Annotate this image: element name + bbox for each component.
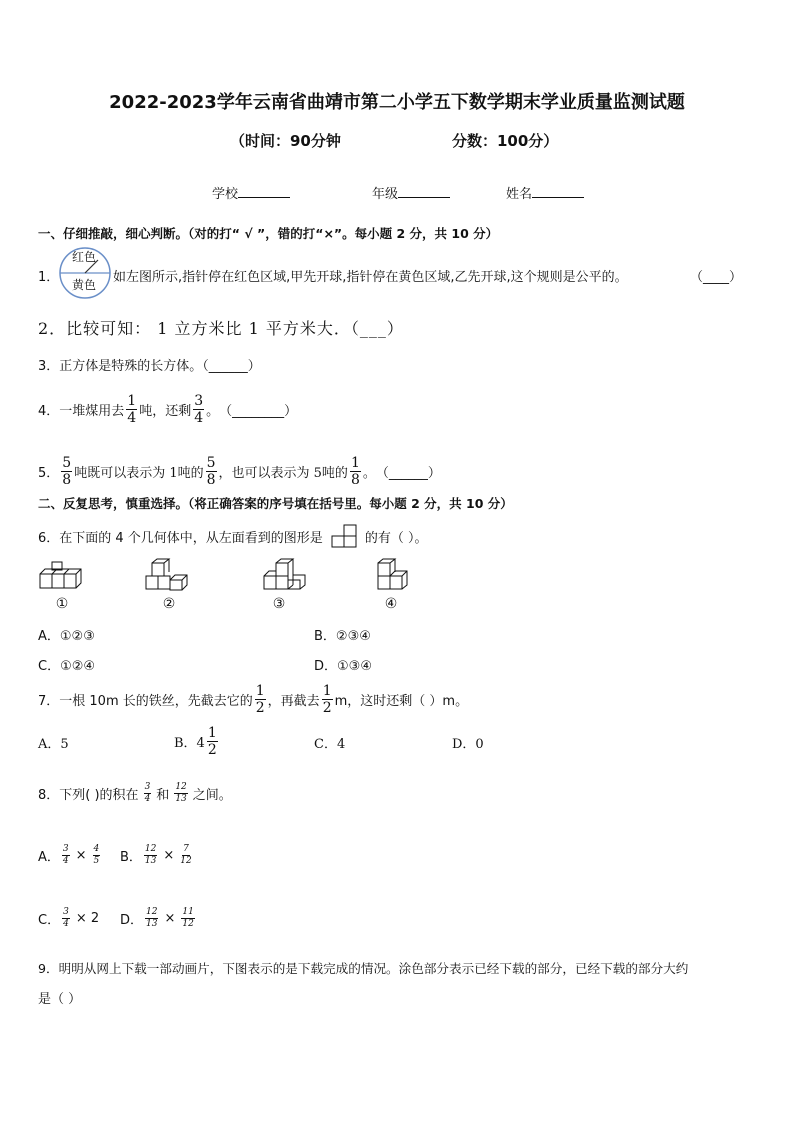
denominator: 8: [350, 471, 360, 488]
fraction: [144, 845, 157, 866]
option-label: C．: [38, 912, 61, 928]
q6-label-2: ②: [162, 596, 176, 612]
q6-option-b[interactable]: B．②③④: [314, 629, 371, 644]
section-1-heading: 一、仔细推敲，细心判断。（对的打“ √ ”，错的打“×”。每小题 2 分，共 10 分）: [38, 226, 499, 241]
numerator: 1: [127, 392, 137, 409]
q4-text: [38, 390, 297, 428]
q6-label-3: ③: [272, 596, 286, 612]
times-two: × 2: [75, 910, 100, 926]
q7-option-a[interactable]: A．5: [38, 737, 69, 752]
times-sign: ×: [75, 847, 87, 863]
fraction: [180, 845, 191, 866]
denominator: 13: [144, 855, 157, 866]
option-label: D．: [120, 912, 144, 928]
q4-fraction-2: [193, 394, 204, 425]
q7-option-b-fraction: [207, 726, 218, 757]
q4-fraction-1: [126, 394, 137, 425]
exam-time: （时间：90分钟: [230, 132, 341, 150]
denominator: 8: [62, 471, 72, 488]
q2-text: [38, 316, 404, 339]
q6-figure-4: [376, 558, 416, 596]
fraction: [93, 845, 101, 866]
q5-text: [38, 452, 441, 490]
q6-post: 的有（ ）。: [364, 530, 428, 546]
denominator: 4: [63, 918, 69, 929]
q8-fraction-1: [144, 783, 152, 804]
fraction: [62, 845, 70, 866]
q8-option-a[interactable]: [38, 840, 102, 870]
cube-stack-icon: [376, 558, 416, 592]
numerator: 12: [146, 906, 158, 917]
cube-stack-icon: [144, 558, 192, 592]
numerator: 3: [194, 392, 204, 409]
denominator: 12: [182, 918, 194, 929]
school-label: 学校: [212, 187, 239, 202]
q6-option-a[interactable]: A．①②③: [38, 629, 95, 644]
name-field[interactable]: [506, 183, 584, 202]
q6-option-c[interactable]: C．①②④: [38, 659, 96, 674]
q8-option-c[interactable]: [38, 903, 99, 933]
q7-option-d[interactable]: D．0: [452, 737, 484, 752]
fraction: [62, 908, 70, 929]
grade-blank[interactable]: [398, 185, 450, 198]
q7-pre: 7．一根 10m 长的铁丝，先截去它的: [38, 693, 253, 709]
q9-text-line-1: 9．明明从网上下载一部动画片，下图表示的是下载完成的情况。涂色部分表示已经下载的部分，已经下载的部分大约: [38, 961, 689, 976]
fraction: [145, 908, 158, 929]
numerator: 4: [93, 843, 100, 854]
q7-fraction-1: [255, 684, 266, 715]
q8-post: 之间。: [192, 787, 232, 803]
spinner-yellow-label: 黄色: [72, 278, 97, 292]
name-blank[interactable]: [532, 185, 584, 198]
denominator: 5: [93, 855, 100, 866]
q7-fraction-2: [322, 684, 333, 715]
denominator: 8: [206, 471, 216, 488]
grade-field[interactable]: [372, 183, 450, 202]
q7-option-b-label: B．4: [174, 735, 205, 751]
numerator: 12: [144, 843, 157, 854]
numerator: 3: [144, 781, 151, 792]
numerator: 5: [62, 454, 72, 471]
q8-pre: 8．下列( )的积在: [38, 787, 139, 803]
q4-pre: 4．一堆煤用去: [38, 403, 125, 419]
q5-fraction-1: [61, 456, 72, 487]
denominator: 2: [255, 699, 265, 716]
q5-fraction-3: [350, 456, 361, 487]
cube-stack-icon: [38, 560, 84, 592]
denominator: 4: [194, 409, 204, 426]
q6-pre: 6．在下面的 4 个几何体中，从左面看到的图形是: [38, 530, 323, 546]
q3-statement: 3．正方体是特殊的长方体。: [38, 359, 203, 374]
q5-answer-blank[interactable]: （______）: [375, 465, 441, 481]
q3-text: [38, 355, 261, 374]
q6-text: [38, 523, 427, 549]
q6-option-d[interactable]: D．①③④: [314, 659, 372, 674]
q1-text: 如左图所示,指针停在红色区域,甲先开球,指针停在黄色区域,乙先开球,这个规则是公平的。: [113, 270, 628, 285]
school-field[interactable]: [212, 183, 290, 202]
q5-fraction-2: [206, 456, 217, 487]
denominator: 2: [322, 699, 332, 716]
spinner-red-label: 红色: [72, 250, 97, 264]
q1-number: 1．: [38, 270, 60, 285]
grade-label: 年级: [372, 187, 399, 202]
page-title: 2022-2023学年云南省曲靖市第二小学五下数学期末学业质量监测试题: [109, 92, 685, 113]
q8-fraction-2: [174, 783, 187, 804]
name-label: 姓名: [506, 187, 533, 202]
q7-mid: ，再截去: [267, 693, 320, 709]
q9-text-line-2: 是（ ）: [38, 992, 82, 1007]
q2-answer-blank[interactable]: （___）: [350, 319, 404, 338]
denominator: 4: [127, 409, 137, 426]
option-label: A．: [38, 849, 60, 865]
fraction: [181, 908, 194, 929]
denominator: 13: [175, 793, 187, 804]
q8-mid: 和: [156, 787, 170, 803]
denominator: 4: [62, 855, 69, 866]
numerator: 3: [62, 843, 69, 854]
denominator: 13: [146, 918, 158, 929]
q7-option-b[interactable]: [174, 722, 220, 760]
times-sign: ×: [164, 910, 176, 926]
q6-label-4: ④: [384, 596, 398, 612]
q5-text-2: ，也可以表示为 5吨的: [218, 465, 348, 481]
spinner-diagram: [58, 246, 112, 300]
q6-figure-2: [144, 558, 192, 596]
exam-score: 分数：100分）: [452, 132, 559, 150]
q5-post: 。: [362, 465, 376, 481]
q5-text-1: 吨既可以表示为 1吨的: [74, 465, 204, 481]
numerator: 1: [322, 682, 332, 699]
q2-statement: 2．比较可知： 1 立方米比 1 平方米大．: [38, 319, 351, 338]
q6-label-1: ①: [55, 596, 69, 612]
numerator: 1: [350, 454, 360, 471]
numerator: 5: [206, 454, 216, 471]
q4-mid: 吨，还剩: [139, 403, 192, 419]
school-blank[interactable]: [238, 185, 290, 198]
numerator: 12: [175, 781, 187, 792]
denominator: 12: [180, 855, 192, 866]
q4-post: 。: [206, 403, 220, 419]
times-sign: ×: [163, 847, 175, 863]
numerator: 3: [63, 906, 69, 917]
q7-option-c[interactable]: C．4: [314, 737, 346, 752]
q8-text: [38, 778, 232, 808]
q3-answer-blank[interactable]: （______）: [202, 359, 261, 374]
q8-option-d[interactable]: [120, 903, 197, 933]
left-view-shape-icon: [329, 524, 359, 548]
q8-option-b[interactable]: [120, 840, 194, 870]
q5-number: 5．: [38, 465, 60, 481]
numerator: 7: [183, 843, 189, 854]
numerator: 11: [182, 906, 194, 917]
section-2-heading: 二、反复思考，慎重选择。（将正确答案的序号填在括号里。每小题 2 分，共 10 分）: [38, 496, 513, 511]
option-label: B．: [120, 849, 142, 865]
q4-answer-blank[interactable]: （________）: [219, 403, 298, 419]
denominator: 2: [207, 741, 217, 758]
q6-figure-1: [38, 560, 84, 596]
numerator: 1: [255, 682, 265, 699]
cube-stack-icon: [262, 558, 308, 592]
q7-text: [38, 680, 468, 718]
q6-figure-3: [262, 558, 308, 596]
denominator: 4: [144, 793, 151, 804]
q1-answer-blank[interactable]: （____）: [690, 270, 743, 285]
numerator: 1: [207, 724, 217, 741]
q7-post: m，这时还剩（ ）m。: [334, 693, 469, 709]
